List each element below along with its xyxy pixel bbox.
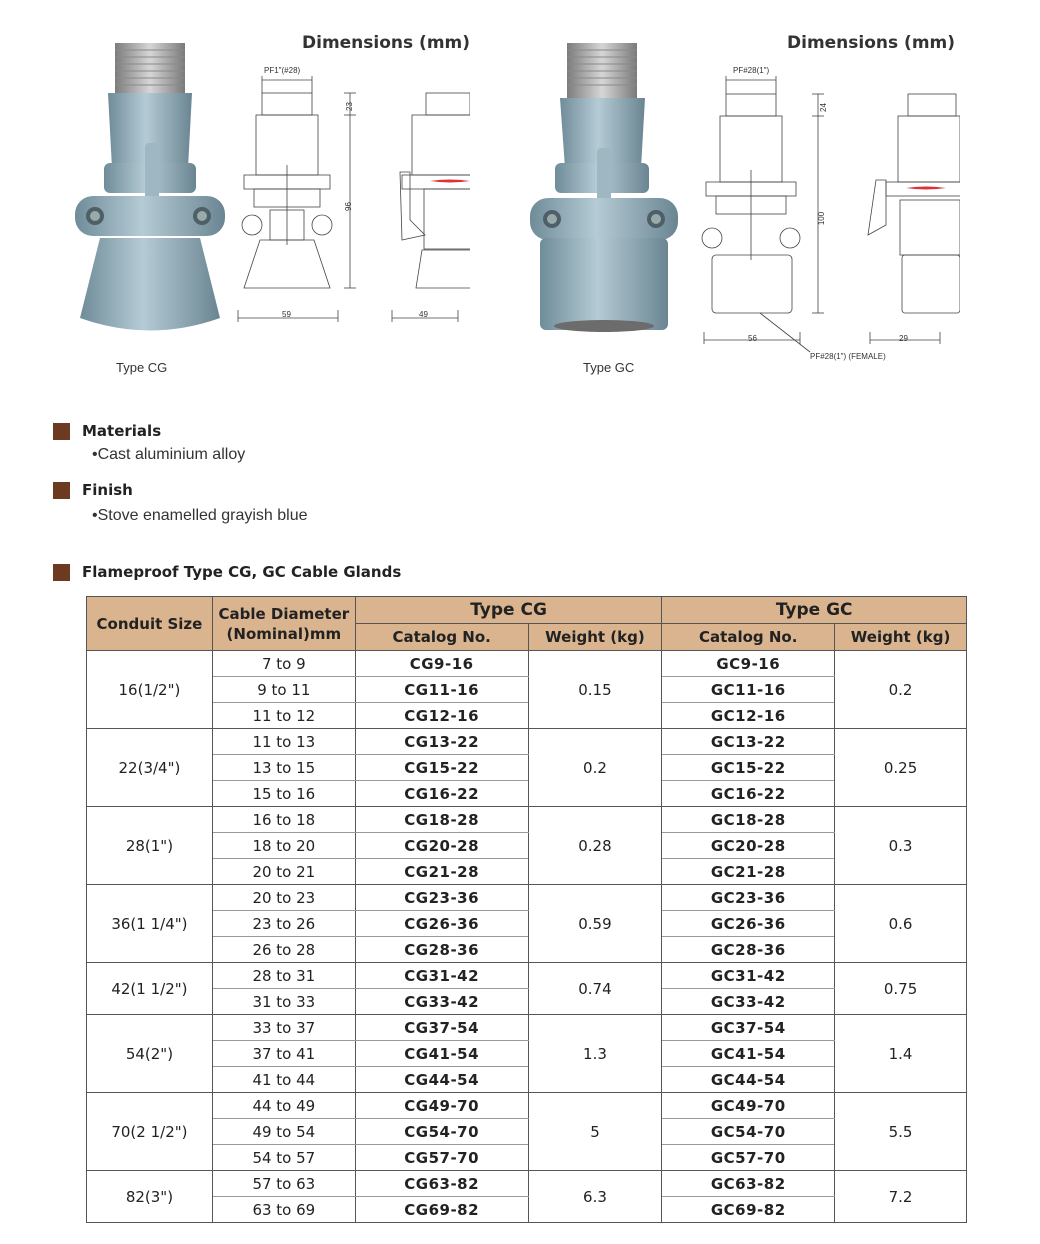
gc-catalog-cell: GC54-70	[662, 1119, 835, 1145]
dim-width-cg: 59	[282, 310, 291, 319]
table-row	[87, 1093, 967, 1119]
table-row	[87, 1197, 967, 1223]
dimensions-title-left: Dimensions (mm)	[302, 33, 471, 53]
conduit-size-cell: 54(2")	[87, 1015, 213, 1093]
cg-catalog-cell: CG41-54	[355, 1041, 528, 1067]
gc-catalog-cell: GC21-28	[662, 859, 835, 885]
table-row	[87, 781, 967, 807]
dim-side-gc: 29	[899, 334, 908, 343]
conduit-size-cell: 36(1 1/4")	[87, 885, 213, 963]
dim-height-gc: 100	[817, 211, 827, 226]
product-photo-gc	[525, 38, 685, 338]
table-row	[87, 1067, 967, 1093]
finish-item: •Stove enamelled grayish blue	[92, 507, 308, 524]
cg-catalog-cell: CG33-42	[355, 989, 528, 1015]
cg-weight-cell: 0.74	[528, 963, 662, 1015]
gc-catalog-cell: GC31-42	[662, 963, 835, 989]
cg-weight-cell: 5	[528, 1093, 662, 1171]
cg-catalog-cell: CG44-54	[355, 1067, 528, 1093]
cg-weight-cell: 0.15	[528, 651, 662, 729]
table-row	[87, 1171, 967, 1197]
gc-weight-cell: 0.6	[835, 885, 967, 963]
table-row	[87, 703, 967, 729]
gc-weight-cell: 0.25	[835, 729, 967, 807]
cable-diameter-cell: 11 to 12	[212, 703, 355, 729]
dim-top-gc: 24	[818, 103, 828, 112]
conduit-size-cell: 28(1")	[87, 807, 213, 885]
table-row	[87, 807, 967, 833]
table-row	[87, 833, 967, 859]
gc-weight-cell: 5.5	[835, 1093, 967, 1171]
table-row	[87, 677, 967, 703]
gc-catalog-cell: GC37-54	[662, 1015, 835, 1041]
cable-diameter-cell: 44 to 49	[212, 1093, 355, 1119]
gc-weight-cell: 0.2	[835, 651, 967, 729]
conduit-size-cell: 42(1 1/2")	[87, 963, 213, 1015]
cg-catalog-cell: CG28-36	[355, 937, 528, 963]
gc-catalog-cell: GC15-22	[662, 755, 835, 781]
cg-weight-cell: 6.3	[528, 1171, 662, 1223]
conduit-size-cell: 22(3/4")	[87, 729, 213, 807]
cable-diameter-cell: 7 to 9	[212, 651, 355, 677]
cable-diameter-cell: 26 to 28	[212, 937, 355, 963]
cg-catalog-cell: CG23-36	[355, 885, 528, 911]
cg-catalog-cell: CG20-28	[355, 833, 528, 859]
gc-weight-cell: 7.2	[835, 1171, 967, 1223]
type-label-gc: Type GC	[583, 360, 635, 375]
cg-catalog-cell: CG15-22	[355, 755, 528, 781]
cg-catalog-cell: CG21-28	[355, 859, 528, 885]
table-body	[87, 651, 967, 1223]
cg-weight-cell: 1.3	[528, 1015, 662, 1093]
cable-diameter-cell: 37 to 41	[212, 1041, 355, 1067]
cable-diameter-cell: 63 to 69	[212, 1197, 355, 1223]
gc-weight-cell: 1.4	[835, 1015, 967, 1093]
product-photo-cg	[70, 38, 230, 338]
cable-diameter-cell: 9 to 11	[212, 677, 355, 703]
thread-label-cg: PF1"(#28)	[264, 66, 301, 75]
cg-catalog-cell: CG57-70	[355, 1145, 528, 1171]
cg-catalog-cell: CG63-82	[355, 1171, 528, 1197]
cg-catalog-cell: CG13-22	[355, 729, 528, 755]
gc-catalog-cell: GC20-28	[662, 833, 835, 859]
gc-catalog-cell: GC11-16	[662, 677, 835, 703]
cg-catalog-cell: CG16-22	[355, 781, 528, 807]
table-row	[87, 1041, 967, 1067]
cg-weight-cell: 0.59	[528, 885, 662, 963]
table-row	[87, 1015, 967, 1041]
header-gc-catalog: Catalog No.	[662, 624, 835, 651]
type-label-cg: Type CG	[116, 360, 168, 375]
section-marker	[53, 564, 70, 581]
cable-diameter-cell: 49 to 54	[212, 1119, 355, 1145]
gc-catalog-cell: GC18-28	[662, 807, 835, 833]
conduit-size-cell: 16(1/2")	[87, 651, 213, 729]
finish-heading: Finish	[53, 481, 133, 499]
cable-diameter-cell: 23 to 26	[212, 911, 355, 937]
dim-height-cg: 96	[343, 202, 353, 211]
header-conduit-size: Conduit Size	[87, 597, 213, 651]
cable-diameter-cell: 57 to 63	[212, 1171, 355, 1197]
cable-diameter-cell: 18 to 20	[212, 833, 355, 859]
gc-catalog-cell: GC69-82	[662, 1197, 835, 1223]
header-type-cg: Type CG	[355, 597, 662, 624]
cable-diameter-cell: 15 to 16	[212, 781, 355, 807]
gc-catalog-cell: GC63-82	[662, 1171, 835, 1197]
table-row	[87, 651, 967, 677]
table-row	[87, 937, 967, 963]
gc-catalog-cell: GC16-22	[662, 781, 835, 807]
cg-catalog-cell: CG18-28	[355, 807, 528, 833]
header-type-gc: Type GC	[662, 597, 967, 624]
dim-side-cg: 49	[419, 310, 428, 319]
section-marker	[53, 423, 70, 440]
table-heading: Flameproof Type CG, GC Cable Glands	[53, 563, 401, 581]
cg-catalog-cell: CG69-82	[355, 1197, 528, 1223]
gc-weight-cell: 0.75	[835, 963, 967, 1015]
gc-catalog-cell: GC13-22	[662, 729, 835, 755]
thread-label-gc: PF#28(1")	[733, 66, 770, 75]
cable-diameter-cell: 13 to 15	[212, 755, 355, 781]
conduit-size-cell: 70(2 1/2")	[87, 1093, 213, 1171]
cg-catalog-cell: CG49-70	[355, 1093, 528, 1119]
dimensions-title-right: Dimensions (mm)	[787, 33, 956, 53]
table-row	[87, 859, 967, 885]
cable-diameter-cell: 33 to 37	[212, 1015, 355, 1041]
gc-catalog-cell: GC49-70	[662, 1093, 835, 1119]
section-marker	[53, 482, 70, 499]
header-cg-catalog: Catalog No.	[355, 624, 528, 651]
cg-catalog-cell: CG12-16	[355, 703, 528, 729]
table-row	[87, 1119, 967, 1145]
gc-catalog-cell: GC44-54	[662, 1067, 835, 1093]
cable-diameter-cell: 41 to 44	[212, 1067, 355, 1093]
cable-diameter-cell: 20 to 21	[212, 859, 355, 885]
gc-catalog-cell: GC23-36	[662, 885, 835, 911]
gc-catalog-cell: GC26-36	[662, 911, 835, 937]
cable-diameter-cell: 20 to 23	[212, 885, 355, 911]
cg-catalog-cell: CG31-42	[355, 963, 528, 989]
cable-diameter-cell: 16 to 18	[212, 807, 355, 833]
table-row	[87, 885, 967, 911]
table-row	[87, 989, 967, 1015]
conduit-size-cell: 82(3")	[87, 1171, 213, 1223]
cg-weight-cell: 0.2	[528, 729, 662, 807]
dim-width-gc: 56	[748, 334, 757, 343]
female-thread-label: PF#28(1") (FEMALE)	[810, 352, 886, 361]
cable-diameter-cell: 28 to 31	[212, 963, 355, 989]
dim-top-cg: 23	[344, 102, 354, 111]
drawing-cg	[230, 60, 470, 325]
header-cg-weight: Weight (kg)	[528, 624, 662, 651]
gc-catalog-cell: GC57-70	[662, 1145, 835, 1171]
gc-catalog-cell: GC41-54	[662, 1041, 835, 1067]
cable-diameter-cell: 54 to 57	[212, 1145, 355, 1171]
cg-catalog-cell: CG37-54	[355, 1015, 528, 1041]
table-row	[87, 911, 967, 937]
cg-weight-cell: 0.28	[528, 807, 662, 885]
header-gc-weight: Weight (kg)	[835, 624, 967, 651]
gc-catalog-cell: GC12-16	[662, 703, 835, 729]
table-row	[87, 1145, 967, 1171]
materials-heading: Materials	[53, 422, 161, 440]
gc-catalog-cell: GC9-16	[662, 651, 835, 677]
cable-gland-table	[86, 596, 967, 1223]
cg-catalog-cell: CG54-70	[355, 1119, 528, 1145]
header-cable-diameter: Cable Diameter (Nominal)mm	[212, 597, 355, 651]
cg-catalog-cell: CG26-36	[355, 911, 528, 937]
table-row	[87, 963, 967, 989]
table-row	[87, 729, 967, 755]
cg-catalog-cell: CG11-16	[355, 677, 528, 703]
cable-diameter-cell: 31 to 33	[212, 989, 355, 1015]
table-row	[87, 755, 967, 781]
cg-catalog-cell: CG9-16	[355, 651, 528, 677]
gc-catalog-cell: GC28-36	[662, 937, 835, 963]
cable-diameter-cell: 11 to 13	[212, 729, 355, 755]
gc-weight-cell: 0.3	[835, 807, 967, 885]
gc-catalog-cell: GC33-42	[662, 989, 835, 1015]
materials-item: •Cast aluminium alloy	[92, 446, 246, 463]
